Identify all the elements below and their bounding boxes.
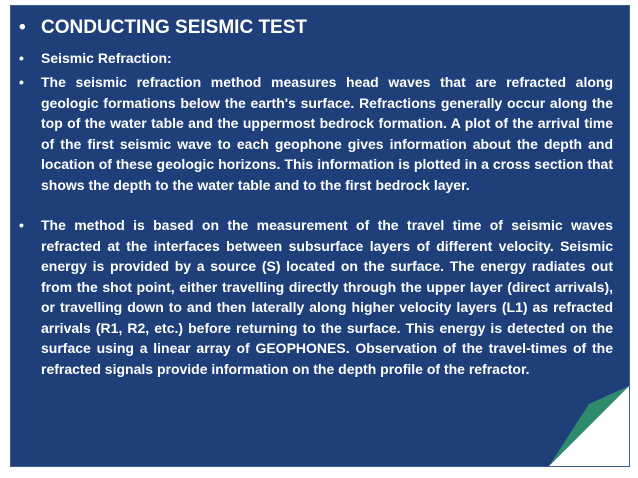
bullet-icon: •: [19, 74, 24, 90]
bullet-icon: •: [19, 17, 26, 38]
subheading: [13, 48, 613, 68]
title-text: CONDUCTING SEISMIC TEST: [41, 17, 308, 38]
paragraph-2: [13, 215, 613, 379]
page-curl-icon: [529, 386, 629, 466]
subheading-text: Seismic Refraction:: [41, 50, 172, 66]
paragraph-2-text: The method is based on the measurement of the travel time of seismic waves refracted at the interfaces between subsurface layers of different velocity. Seismic energy is provided by a source (S) located on the surface. The energy radiates out from the shot point, either travelling directly through the upper layer (direct arrivals), or travelling down to and then laterally along higher velocity layers (L1) as refracted arrivals (R1, R2, etc.) before returning to the surface. This energy is detected on the surface using a linear array of GEOPHONES. Observation of the travel-times of the refracted signals provide information on the depth profile of the refractor.: [41, 217, 613, 377]
slide-content: [13, 16, 613, 399]
slide-title: [13, 16, 613, 40]
bullet-icon: •: [19, 50, 24, 66]
slide: [10, 5, 630, 467]
paragraph-1: [13, 72, 613, 195]
paragraph-1-text: The seismic refraction method measures head waves that are refracted along geologic formations below the earth's surface. Refractions generally occur along the top of the water table and the uppermost bedrock formation. A plot of the arrival time of the first seismic wave to each geophone gives information about the depth and location of these geologic horizons. This information is plotted in a cross section that shows the depth to the water table and to the first bedrock layer.: [41, 74, 613, 193]
bullet-icon: •: [19, 217, 24, 233]
